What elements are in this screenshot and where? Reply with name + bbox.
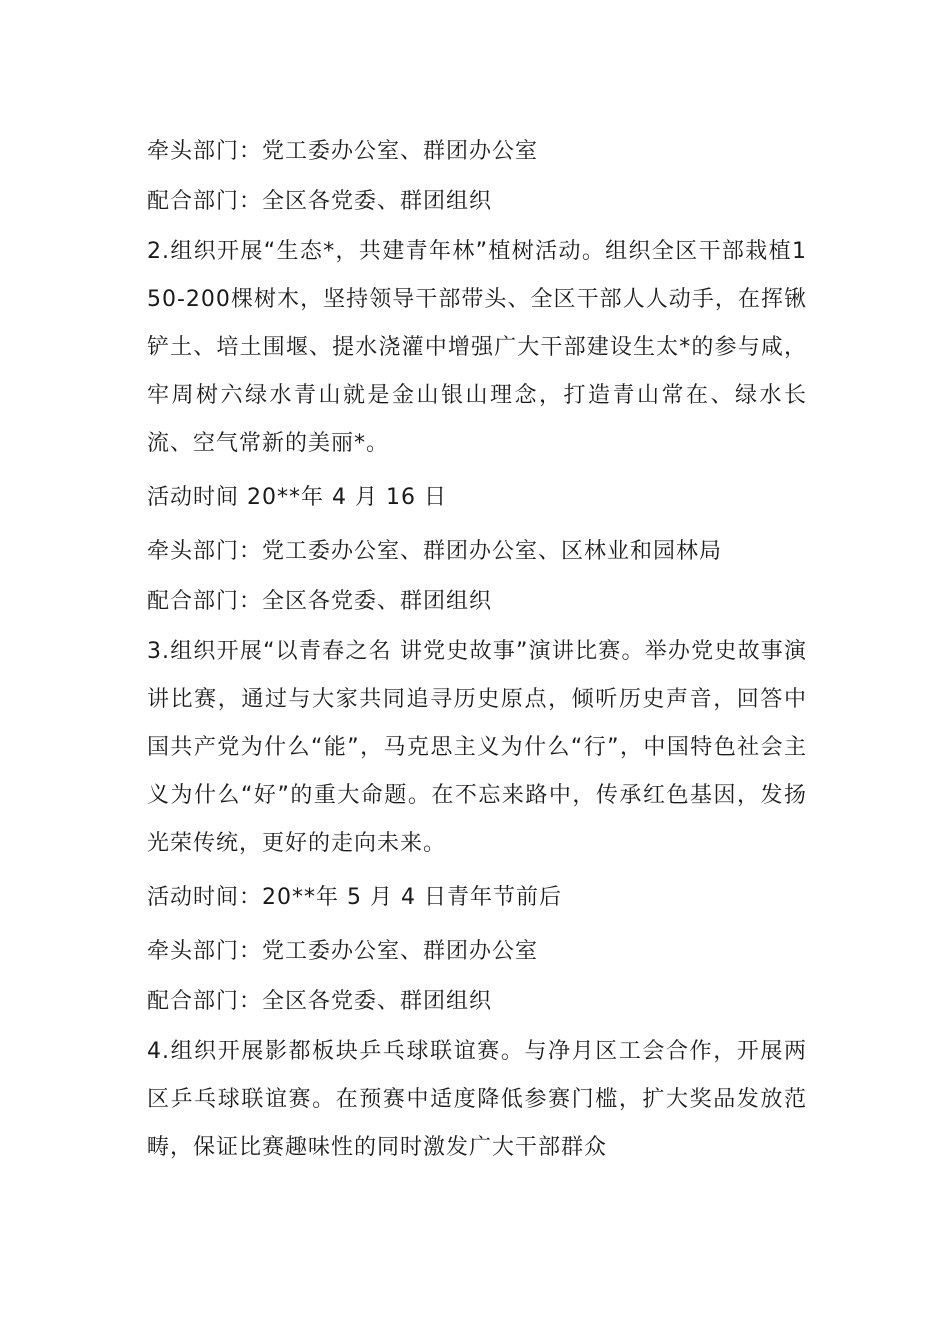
activity-time-line: 活动时间：20**年 5 月 4 日青年节前后 bbox=[147, 885, 562, 910]
support-department-line: 配合部门：全区各党委、群团组织 bbox=[147, 989, 493, 1014]
lead-department-line: 牵头部门：党工委办公室、群团办公室 bbox=[147, 139, 539, 164]
support-department-line: 配合部门：全区各党委、群团组织 bbox=[147, 189, 493, 214]
document-body bbox=[147, 128, 807, 1172]
item-paragraph: 2.组织开展“生态*，共建青年林”植树活动。组织全区干部栽植150-200棵树木，坚持领导干部带头、全区干部人人动手，在挥锹铲土、培土围堰、提水浇灌中增强广大干部建设生太*的参与咸，牢周树六绿水青山就是金山银山理念，打造青山常在、绿水长流、空气常新的美丽*。 bbox=[147, 239, 807, 456]
item-paragraph: 4.组织开展影都板块乒乓球联谊赛。与净月区工会合作，开展两区乒乓球联谊赛。在预赛中适度降低参赛门槛，扩大奖品发放范畴，保证比赛趣味性的同时激发广大干部群众 bbox=[147, 1039, 807, 1160]
lead-department-line: 牵头部门：党工委办公室、群团办公室、区林业和园林局 bbox=[147, 539, 723, 564]
lead-department-line: 牵头部门：党工委办公室、群团办公室 bbox=[147, 939, 539, 964]
support-department-line: 配合部门：全区各党委、群团组织 bbox=[147, 589, 493, 614]
activity-time-line: 活动时间 20**年 4 月 16 日 bbox=[147, 485, 447, 510]
item-paragraph: 3.组织开展“以青春之名 讲党史故事”演讲比赛。举办党史故事演讲比赛，通过与大家共同追寻历史原点，倾听历史声音，回答中国共产党为什么“能”，马克思主义为什么“行”，中国特色社会主义为什么“好”的重大命题。在不忘来路中，传承红色基因，发扬光荣传统，更好的走向未来。 bbox=[147, 639, 807, 856]
